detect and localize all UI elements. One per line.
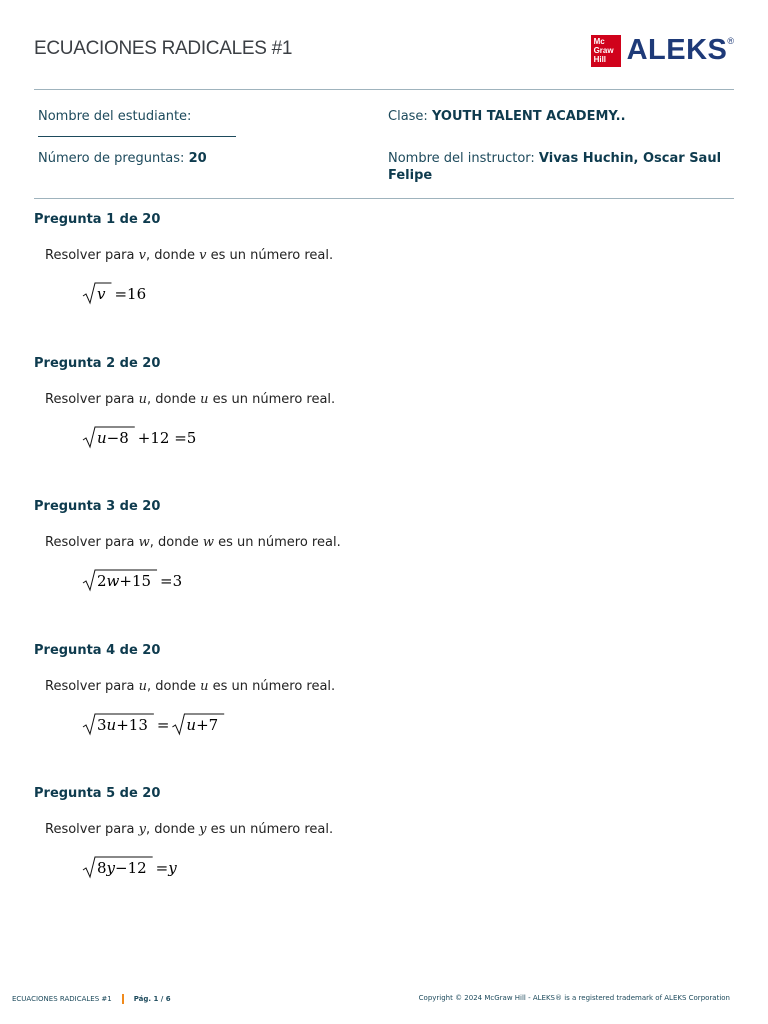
equation-rest: =16 [114,285,147,303]
prompt-text-middle: , donde [145,822,200,837]
class-label: Clase: [388,109,428,124]
question-prompt [45,679,335,694]
logo-text-hill: Hill [593,54,607,64]
document-title: ECUACIONES RADICALES #1 [34,38,293,59]
footer-copyright: Copyright © 2024 McGraw Hill - ALEKS® is a registered trademark of ALEKS Corporation [418,994,730,1002]
prompt-text-before: Resolver para [45,535,139,550]
equation [82,426,342,450]
equation [82,713,342,737]
question-heading: Pregunta 5 de 20 [34,786,161,801]
question-count-field [38,150,207,167]
radicand: v [97,285,106,303]
equation-rest: =3 [160,572,183,590]
prompt-text-after: es un número real. [208,392,336,407]
prompt-text-middle: , donde [149,535,203,550]
prompt-variable: w [138,535,150,550]
prompt-text-before: Resolver para [45,248,139,263]
prompt-text-before: Resolver para [45,392,139,407]
radicand: 2w+15 [97,572,152,590]
page-footer-left [12,994,171,1004]
prompt-text-middle: , donde [147,679,201,694]
equation-rest: =y [155,859,177,877]
prompt-variable: u [138,679,147,694]
equation-rest: +12 =5 [137,429,197,447]
prompt-text-middle: , donde [145,248,200,263]
radicand: u−8 [97,429,129,447]
prompt-variable: w [202,535,214,550]
header-divider [34,89,734,90]
prompt-variable: u [200,392,209,407]
prompt-text-after: es un número real. [208,679,336,694]
equation [82,282,342,306]
instructor-field [388,150,734,184]
footer-page-number: Pág. 1 / 6 [133,995,171,1003]
prompt-variable: u [138,392,147,407]
question-heading: Pregunta 1 de 20 [34,212,161,227]
prompt-text-after: es un número real. [206,822,334,837]
prompt-text-before: Resolver para [45,679,139,694]
question-prompt [45,392,335,407]
class-field [388,108,626,125]
prompt-text-before: Resolver para [45,822,139,837]
question-heading: Pregunta 4 de 20 [34,643,161,658]
equation [82,856,342,880]
prompt-variable: u [200,679,209,694]
instructor-value: Vivas Huchin, Oscar Saul Felipe [388,151,722,183]
prompt-variable: y [199,822,207,837]
aleks-logo [591,34,734,67]
prompt-variable: v [138,248,146,263]
info-divider [34,198,734,199]
page-header [34,28,734,88]
question-heading: Pregunta 2 de 20 [34,356,161,371]
mcgraw-hill-logo [591,35,621,67]
radicand: 3u+13 [97,716,148,734]
question-prompt [45,822,333,837]
logo-text-graw: Graw [593,45,614,55]
equation [82,569,342,593]
question-prompt [45,248,333,263]
prompt-text-after: es un número real. [214,535,341,550]
prompt-variable: y [138,822,146,837]
registered-mark: ® [727,36,734,46]
question-heading: Pregunta 3 de 20 [34,499,161,514]
student-name-blank [38,136,236,137]
student-name-field [38,108,191,125]
footer-doc-name: ECUACIONES RADICALES #1 [12,995,112,1003]
equation-rest: = [156,716,170,734]
student-name-label: Nombre del estudiante: [38,109,192,124]
prompt-text-middle: , donde [147,392,201,407]
prompt-text-after: es un número real. [206,248,334,263]
question-count-label: Número de preguntas: [38,151,185,166]
instructor-label: Nombre del instructor: [388,151,535,166]
footer-separator [122,994,124,1004]
logo-text-mc: Mc [593,36,605,46]
aleks-wordmark: ALEKS [626,34,728,66]
radicand: u+7 [186,716,219,734]
radicand: 8y−12 [97,859,147,877]
question-count-value: 20 [188,151,207,166]
prompt-variable: v [199,248,207,263]
question-prompt [45,535,341,550]
class-value: YOUTH TALENT ACADEMY.. [431,109,626,124]
